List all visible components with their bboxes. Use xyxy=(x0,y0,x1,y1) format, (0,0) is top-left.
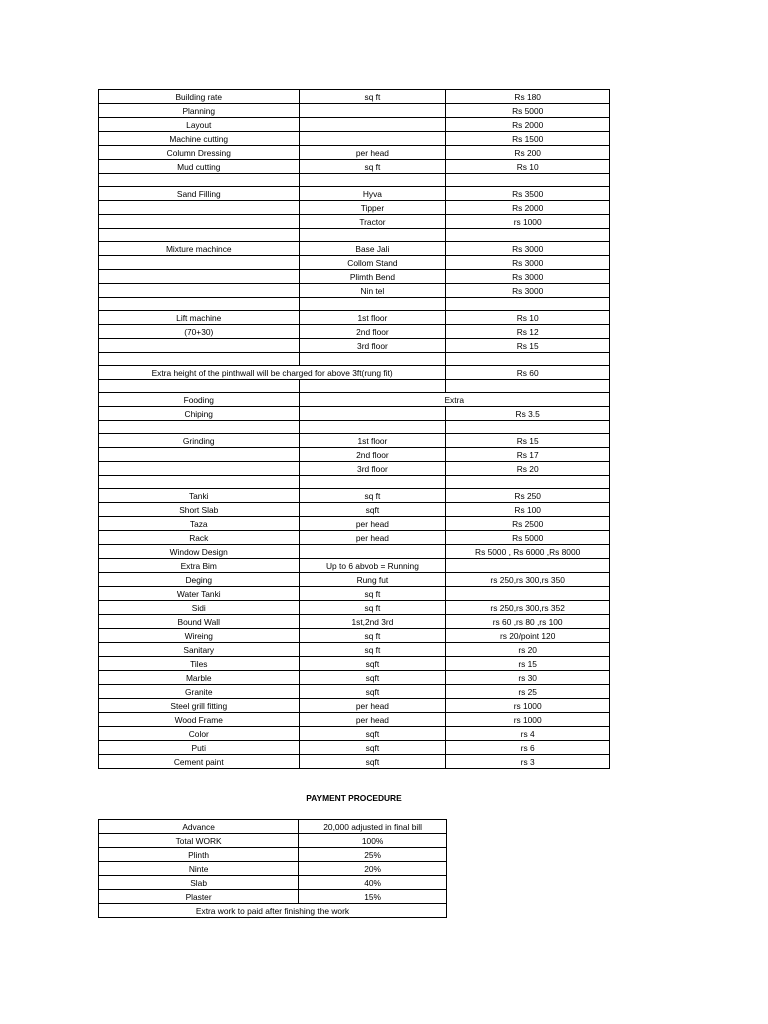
rate-price: Rs 3000 xyxy=(446,270,610,284)
rate-price: Rs 3000 xyxy=(446,256,610,270)
rate-unit: 2nd floor xyxy=(299,448,446,462)
payment-row xyxy=(99,820,447,834)
rate-item: Machine cutting xyxy=(99,132,300,146)
payment-stage: Total WORK xyxy=(99,834,299,848)
payment-footer-row xyxy=(99,904,447,918)
rate-item xyxy=(99,298,300,311)
rate-price: Rs 12 xyxy=(446,325,610,339)
rate-price: Rs 100 xyxy=(446,503,610,517)
rate-unit xyxy=(299,104,446,118)
rate-item xyxy=(99,229,300,242)
rate-item: Puti xyxy=(99,741,300,755)
rate-row xyxy=(99,755,610,769)
rate-row xyxy=(99,366,610,380)
rate-row xyxy=(99,393,610,407)
rate-row xyxy=(99,559,610,573)
payment-share: 20% xyxy=(299,862,447,876)
payment-share: 20,000 adjusted in final bill xyxy=(299,820,447,834)
rate-item: Wireing xyxy=(99,629,300,643)
rate-unit: sqft xyxy=(299,685,446,699)
rate-unit: Collom Stand xyxy=(299,256,446,270)
rate-row xyxy=(99,629,610,643)
rate-price: Rs 5000 , Rs 6000 ,Rs 8000 xyxy=(446,545,610,559)
rate-row xyxy=(99,160,610,174)
rate-item xyxy=(99,174,300,187)
rate-unit: sqft xyxy=(299,755,446,769)
rate-price: Rs 2000 xyxy=(446,201,610,215)
rate-row xyxy=(99,187,610,201)
rate-price: Rs 3500 xyxy=(446,187,610,201)
rate-unit xyxy=(299,353,446,366)
rate-item: Marble xyxy=(99,671,300,685)
rate-unit: Tractor xyxy=(299,215,446,229)
rate-row xyxy=(99,229,610,242)
rate-item xyxy=(99,215,300,229)
rate-item: Fooding xyxy=(99,393,300,407)
rate-price: rs 20 xyxy=(446,643,610,657)
rate-item: Steel grill fitting xyxy=(99,699,300,713)
rates-table-body xyxy=(99,90,610,769)
rate-unit: sqft xyxy=(299,503,446,517)
rate-unit xyxy=(299,174,446,187)
rate-row xyxy=(99,146,610,160)
rate-price: Rs 3000 xyxy=(446,284,610,298)
rate-item: Wood Frame xyxy=(99,713,300,727)
rate-row xyxy=(99,643,610,657)
payment-row xyxy=(99,834,447,848)
rate-price: Rs 250 xyxy=(446,489,610,503)
rate-row xyxy=(99,517,610,531)
rate-row xyxy=(99,174,610,187)
rate-price xyxy=(446,421,610,434)
rate-price: rs 250,rs 300,rs 350 xyxy=(446,573,610,587)
rate-unit: sqft xyxy=(299,657,446,671)
rate-unit: per head xyxy=(299,713,446,727)
rate-price: rs 30 xyxy=(446,671,610,685)
rate-item xyxy=(99,353,300,366)
rate-row xyxy=(99,727,610,741)
rate-row xyxy=(99,256,610,270)
payment-row xyxy=(99,848,447,862)
rate-price xyxy=(446,587,610,601)
rate-price: rs 15 xyxy=(446,657,610,671)
rate-item xyxy=(99,270,300,284)
rate-price xyxy=(446,174,610,187)
rate-price: Rs 60 xyxy=(446,366,610,380)
rate-price: Rs 2500 xyxy=(446,517,610,531)
rate-item: Bound Wall xyxy=(99,615,300,629)
rate-row xyxy=(99,434,610,448)
rate-item: Column Dressing xyxy=(99,146,300,160)
rate-price: rs 250,rs 300,rs 352 xyxy=(446,601,610,615)
rate-unit-merged: Extra xyxy=(299,393,609,407)
rate-row xyxy=(99,699,610,713)
rate-item: Lift machine xyxy=(99,311,300,325)
rate-item xyxy=(99,380,300,393)
rate-row xyxy=(99,118,610,132)
rate-row xyxy=(99,325,610,339)
rate-price xyxy=(446,229,610,242)
rate-row xyxy=(99,713,610,727)
rate-unit: sq ft xyxy=(299,629,446,643)
rate-unit: per head xyxy=(299,517,446,531)
rate-item: (70+30) xyxy=(99,325,300,339)
payment-stage: Slab xyxy=(99,876,299,890)
rate-unit: sq ft xyxy=(299,643,446,657)
rate-unit: per head xyxy=(299,699,446,713)
payment-share: 40% xyxy=(299,876,447,890)
rate-price: Rs 2000 xyxy=(446,118,610,132)
rate-item: Tanki xyxy=(99,489,300,503)
rate-price: Rs 3.5 xyxy=(446,407,610,421)
rate-price: rs 60 ,rs 80 ,rs 100 xyxy=(446,615,610,629)
rate-item: Granite xyxy=(99,685,300,699)
rate-price xyxy=(446,353,610,366)
payment-stage: Advance xyxy=(99,820,299,834)
rate-item xyxy=(99,201,300,215)
rate-item: Tiles xyxy=(99,657,300,671)
payment-table xyxy=(98,819,447,918)
rate-item: Water Tanki xyxy=(99,587,300,601)
rate-row xyxy=(99,573,610,587)
payment-row xyxy=(99,862,447,876)
rate-price: rs 1000 xyxy=(446,713,610,727)
rate-price: rs 25 xyxy=(446,685,610,699)
rate-unit xyxy=(299,229,446,242)
rate-price: Rs 15 xyxy=(446,434,610,448)
payment-share: 15% xyxy=(299,890,447,904)
rate-price: Rs 200 xyxy=(446,146,610,160)
rate-price: Rs 17 xyxy=(446,448,610,462)
rate-item: Short Slab xyxy=(99,503,300,517)
rate-unit: Up to 6 abvob = Running xyxy=(299,559,446,573)
rate-item xyxy=(99,462,300,476)
rate-item: Extra Bim xyxy=(99,559,300,573)
rate-price: Rs 180 xyxy=(446,90,610,104)
rate-row xyxy=(99,685,610,699)
rate-row xyxy=(99,601,610,615)
payment-table-body xyxy=(99,820,447,918)
payment-stage: Plaster xyxy=(99,890,299,904)
rate-row xyxy=(99,201,610,215)
rate-row xyxy=(99,298,610,311)
rate-item xyxy=(99,284,300,298)
rate-price: rs 1000 xyxy=(446,215,610,229)
rate-row xyxy=(99,741,610,755)
rate-unit xyxy=(299,407,446,421)
rate-unit: sq ft xyxy=(299,90,446,104)
rate-unit: Plimth Bend xyxy=(299,270,446,284)
rate-item: Mud cutting xyxy=(99,160,300,174)
rate-row xyxy=(99,421,610,434)
rate-item: Sidi xyxy=(99,601,300,615)
rate-price: rs 6 xyxy=(446,741,610,755)
rate-price xyxy=(446,559,610,573)
rate-price: Rs 5000 xyxy=(446,104,610,118)
rate-unit: Rung fut xyxy=(299,573,446,587)
rate-price xyxy=(446,298,610,311)
rate-item: Window Design xyxy=(99,545,300,559)
rate-row xyxy=(99,407,610,421)
rate-unit xyxy=(299,545,446,559)
rate-price: Rs 10 xyxy=(446,311,610,325)
rate-unit: Hyva xyxy=(299,187,446,201)
rate-unit: sq ft xyxy=(299,601,446,615)
rate-row xyxy=(99,104,610,118)
payment-footer-note: Extra work to paid after finishing the work xyxy=(99,904,447,918)
rate-item xyxy=(99,448,300,462)
rate-row xyxy=(99,587,610,601)
rate-row xyxy=(99,284,610,298)
payment-row xyxy=(99,890,447,904)
rate-item: Sand Filling xyxy=(99,187,300,201)
rate-row xyxy=(99,270,610,284)
rate-price: rs 20/point 120 xyxy=(446,629,610,643)
rate-unit xyxy=(299,380,446,393)
rate-item: Taza xyxy=(99,517,300,531)
rate-unit: sqft xyxy=(299,671,446,685)
rate-item: Layout xyxy=(99,118,300,132)
rate-row xyxy=(99,380,610,393)
rate-row xyxy=(99,339,610,353)
rate-price xyxy=(446,380,610,393)
rate-row xyxy=(99,503,610,517)
rate-row xyxy=(99,615,610,629)
rate-unit: sqft xyxy=(299,727,446,741)
rate-row xyxy=(99,531,610,545)
rate-unit xyxy=(299,421,446,434)
rate-item: Chiping xyxy=(99,407,300,421)
rate-unit: Tipper xyxy=(299,201,446,215)
rate-item xyxy=(99,339,300,353)
rate-item: Mixture machince xyxy=(99,242,300,256)
rate-item: Building rate xyxy=(99,90,300,104)
rate-unit: per head xyxy=(299,146,446,160)
rate-unit xyxy=(299,132,446,146)
rate-unit xyxy=(299,118,446,132)
rate-price: Rs 5000 xyxy=(446,531,610,545)
rate-price: rs 4 xyxy=(446,727,610,741)
rate-price: Rs 1500 xyxy=(446,132,610,146)
rate-price: rs 1000 xyxy=(446,699,610,713)
rate-unit: Base Jali xyxy=(299,242,446,256)
rate-row xyxy=(99,476,610,489)
rate-unit: per head xyxy=(299,531,446,545)
rates-table xyxy=(98,89,610,769)
rate-unit: sq ft xyxy=(299,489,446,503)
rate-unit: sq ft xyxy=(299,160,446,174)
rate-item xyxy=(99,256,300,270)
payment-stage: Ninte xyxy=(99,862,299,876)
rate-unit: sq ft xyxy=(299,587,446,601)
payment-procedure-title: PAYMENT PROCEDURE xyxy=(306,793,402,803)
rate-unit xyxy=(299,476,446,489)
rate-row xyxy=(99,353,610,366)
rate-item-merged: Extra height of the pinthwall will be charged for above 3ft(rung fit) xyxy=(99,366,446,380)
rate-item: Sanitary xyxy=(99,643,300,657)
rate-row xyxy=(99,242,610,256)
rate-unit: 1st,2nd 3rd xyxy=(299,615,446,629)
rate-price: Rs 20 xyxy=(446,462,610,476)
rate-unit: 3rd floor xyxy=(299,339,446,353)
rate-row xyxy=(99,657,610,671)
payment-share: 25% xyxy=(299,848,447,862)
rate-row xyxy=(99,462,610,476)
rate-item xyxy=(99,421,300,434)
rate-row xyxy=(99,489,610,503)
rate-unit: Nin tel xyxy=(299,284,446,298)
rate-unit: 1st floor xyxy=(299,311,446,325)
rate-row xyxy=(99,132,610,146)
rate-unit: 2nd floor xyxy=(299,325,446,339)
rate-price xyxy=(446,476,610,489)
rate-price: Rs 10 xyxy=(446,160,610,174)
rate-row xyxy=(99,671,610,685)
rate-unit: 1st floor xyxy=(299,434,446,448)
payment-stage: Plinth xyxy=(99,848,299,862)
payment-row xyxy=(99,876,447,890)
payment-share: 100% xyxy=(299,834,447,848)
rate-price: Rs 15 xyxy=(446,339,610,353)
rate-row xyxy=(99,90,610,104)
rate-unit: sqft xyxy=(299,741,446,755)
rate-item: Rack xyxy=(99,531,300,545)
rate-item xyxy=(99,476,300,489)
rate-row xyxy=(99,215,610,229)
rate-price: Rs 3000 xyxy=(446,242,610,256)
rate-item: Cement paint xyxy=(99,755,300,769)
rate-unit xyxy=(299,298,446,311)
rate-item: Deging xyxy=(99,573,300,587)
rate-row xyxy=(99,311,610,325)
rate-item: Planning xyxy=(99,104,300,118)
rate-unit: 3rd floor xyxy=(299,462,446,476)
rate-price: rs 3 xyxy=(446,755,610,769)
rate-item: Color xyxy=(99,727,300,741)
rate-row xyxy=(99,448,610,462)
rate-row xyxy=(99,545,610,559)
rate-item: Grinding xyxy=(99,434,300,448)
